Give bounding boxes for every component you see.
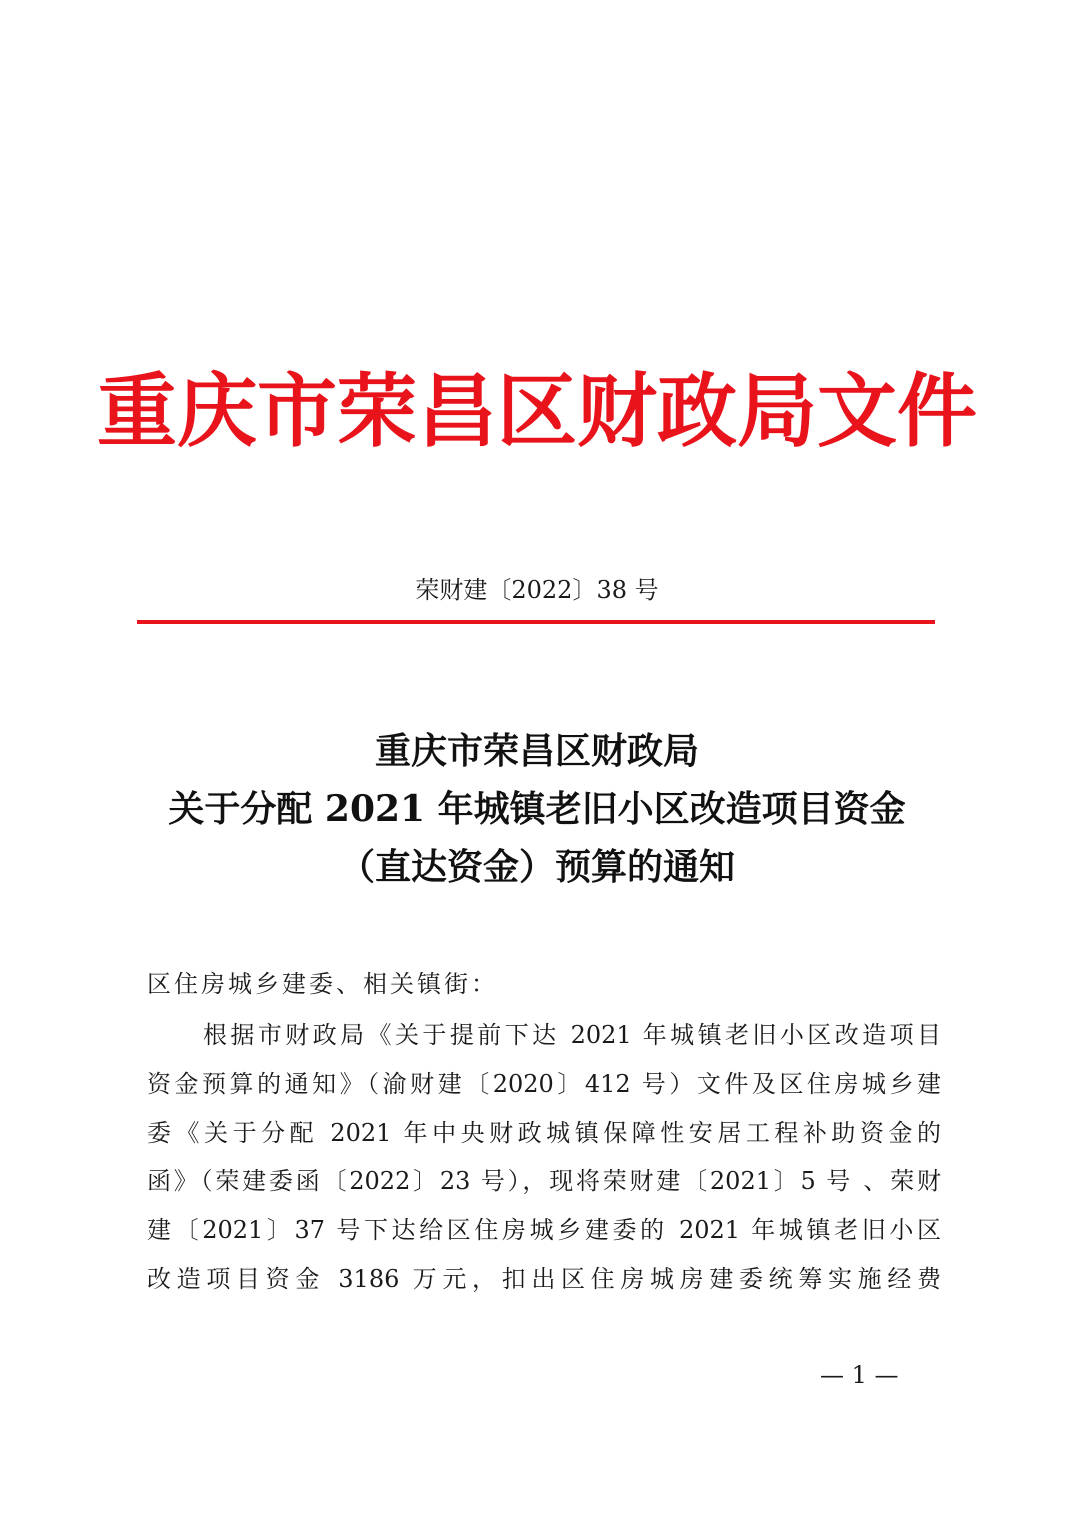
red-divider-line [137,620,935,624]
body-paragraph [147,1011,941,1304]
page-number: — 1 — [820,1361,899,1389]
notice-title-line-1: 重庆市荣昌区财政局 [374,730,699,772]
body-line: 改造项目资金 3186 万元，扣出区住房城房建委统筹实施经费 [147,1264,941,1293]
notice-title-line-2: 关于分配 2021 年城镇老旧小区改造项目资金 [168,788,906,830]
notice-title-line-3: （直达资金）预算的通知 [338,846,735,888]
body-line: 建〔2021〕37 号下达给区住房城乡建委的 2021 年城镇老旧小区 [147,1216,941,1245]
addressee: 区住房城乡建委、相关镇街： [147,970,498,998]
body-line: 根据市财政局《关于提前下达 2021 年城镇老旧小区改造项目 [203,1021,941,1049]
body-line: 委《关于分配 2021 年中央财政城镇保障性安居工程补助资金的 [147,1118,941,1147]
document-number: 荣财建〔2022〕38 号 [415,576,659,604]
notice-title [0,722,1074,896]
body-line: 资金预算的通知》（渝财建〔2020〕412 号）文件及区住房城乡建 [147,1069,941,1098]
body-line: 函》（荣建委函〔2022〕23 号），现将荣财建〔2021〕5 号 、荣财 [147,1167,941,1196]
document-masthead: 重庆市荣昌区财政局文件 [97,365,977,458]
